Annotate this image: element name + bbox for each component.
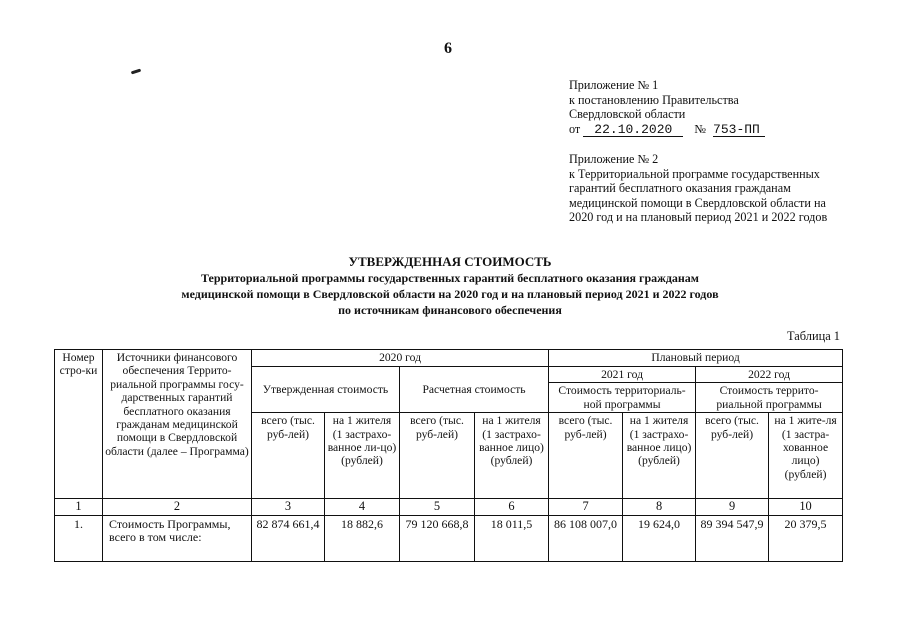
pen-mark [131,69,141,75]
header-row-number: Номер стро-ки [55,350,103,499]
appendix-2-heading: Приложение № 2 [569,152,659,166]
row-number: 1. [55,515,103,561]
header-2021: 2021 год [549,367,696,383]
document-title [120,254,780,318]
appendix-2-line-3: медицинской помощи в Свердловской области на [569,195,826,210]
cell-value: 19 624,0 [623,515,696,561]
decree-date: 22.10.2020 [583,123,683,137]
decree-number: 753-ПП [713,123,765,137]
col-number: 3 [252,499,325,515]
header-plan-period: Плановый период [549,350,843,367]
table-row [55,515,843,561]
header-calc-cost: Расчетная стоимость [400,367,549,413]
cell-value: 79 120 668,8 [400,515,475,561]
col-number: 9 [696,499,769,515]
col-number: 7 [549,499,623,515]
number-label: № [694,121,706,136]
header-col-8: на 1 жителя (1 застрахо-ванное лицо) (рублей) [623,413,696,499]
appendix-1-heading: Приложение № 1 [569,78,659,92]
header-col-6: на 1 жителя (1 застрахо-ванное лицо) (рублей) [475,413,549,499]
cell-value: 18 011,5 [475,515,549,561]
appendix-2-block [569,152,859,225]
header-2022: 2022 год [696,367,843,383]
appendix-1-reference [569,122,849,137]
appendix-1-line-1: к постановлению Правительства [569,92,739,107]
col-number: 4 [325,499,400,515]
header-source: Источники финансового обеспечения Террито-риальной программы госу-дарственных гарантий бесплатного оказания гражданам медицинской помощи в Свердловской области (далее – Программа) [103,350,252,499]
col-number: 2 [103,499,252,515]
col-number: 10 [769,499,843,515]
col-number: 5 [400,499,475,515]
header-col-4: на 1 жителя (1 застрахо-ванное ли-цо) (рублей) [325,413,400,499]
title-line-1: Территориальной программы государственных гарантий бесплатного оказания гражданам [201,271,699,285]
header-approved-cost: Утвержденная стоимость [252,367,400,413]
from-label: от [569,121,581,136]
header-program-cost-2021: Стоимость территориаль-ной программы [549,383,696,413]
header-col-3: всего (тыс. руб-лей) [252,413,325,499]
appendix-1-block [569,78,849,137]
appendix-1-line-2: Свердловской области [569,107,686,122]
cell-value: 86 108 007,0 [549,515,623,561]
header-program-cost-2022: Стоимость террито-риальной программы [696,383,843,413]
header-col-9: всего (тыс. руб-лей) [696,413,769,499]
appendix-2-line-4: 2020 год и на плановый период 2021 и 2022 годов [569,210,828,225]
cell-value: 89 394 547,9 [696,515,769,561]
row-name: Стоимость Программы, всего в том числе: [103,515,252,561]
cell-value: 20 379,5 [769,515,843,561]
title-line-2: медицинской помощи в Свердловской области на 2020 год и на плановый период 2021 и 2022 годов [181,287,719,301]
header-col-7: всего (тыс. руб-лей) [549,413,623,499]
col-number: 1 [55,499,103,515]
cost-table [54,349,843,562]
header-col-5: всего (тыс. руб-лей) [400,413,475,499]
table-label: Таблица 1 [787,329,840,343]
cell-value: 18 882,6 [325,515,400,561]
appendix-2-line-2: гарантий бесплатного оказания гражданам [569,181,791,196]
header-2020: 2020 год [252,350,549,367]
col-number: 6 [475,499,549,515]
title-line-3: по источникам финансового обеспечения [338,303,562,317]
title-main: УТВЕРЖДЕННАЯ СТОИМОСТЬ [348,254,552,269]
header-col-10: на 1 жите-ля (1 застра-хованное лицо) (рублей) [769,413,843,499]
column-number-row [55,499,843,515]
page-number: 6 [444,40,452,57]
col-number: 8 [623,499,696,515]
appendix-2-line-1: к Территориальной программе государственных [569,166,820,181]
cell-value: 82 874 661,4 [252,515,325,561]
